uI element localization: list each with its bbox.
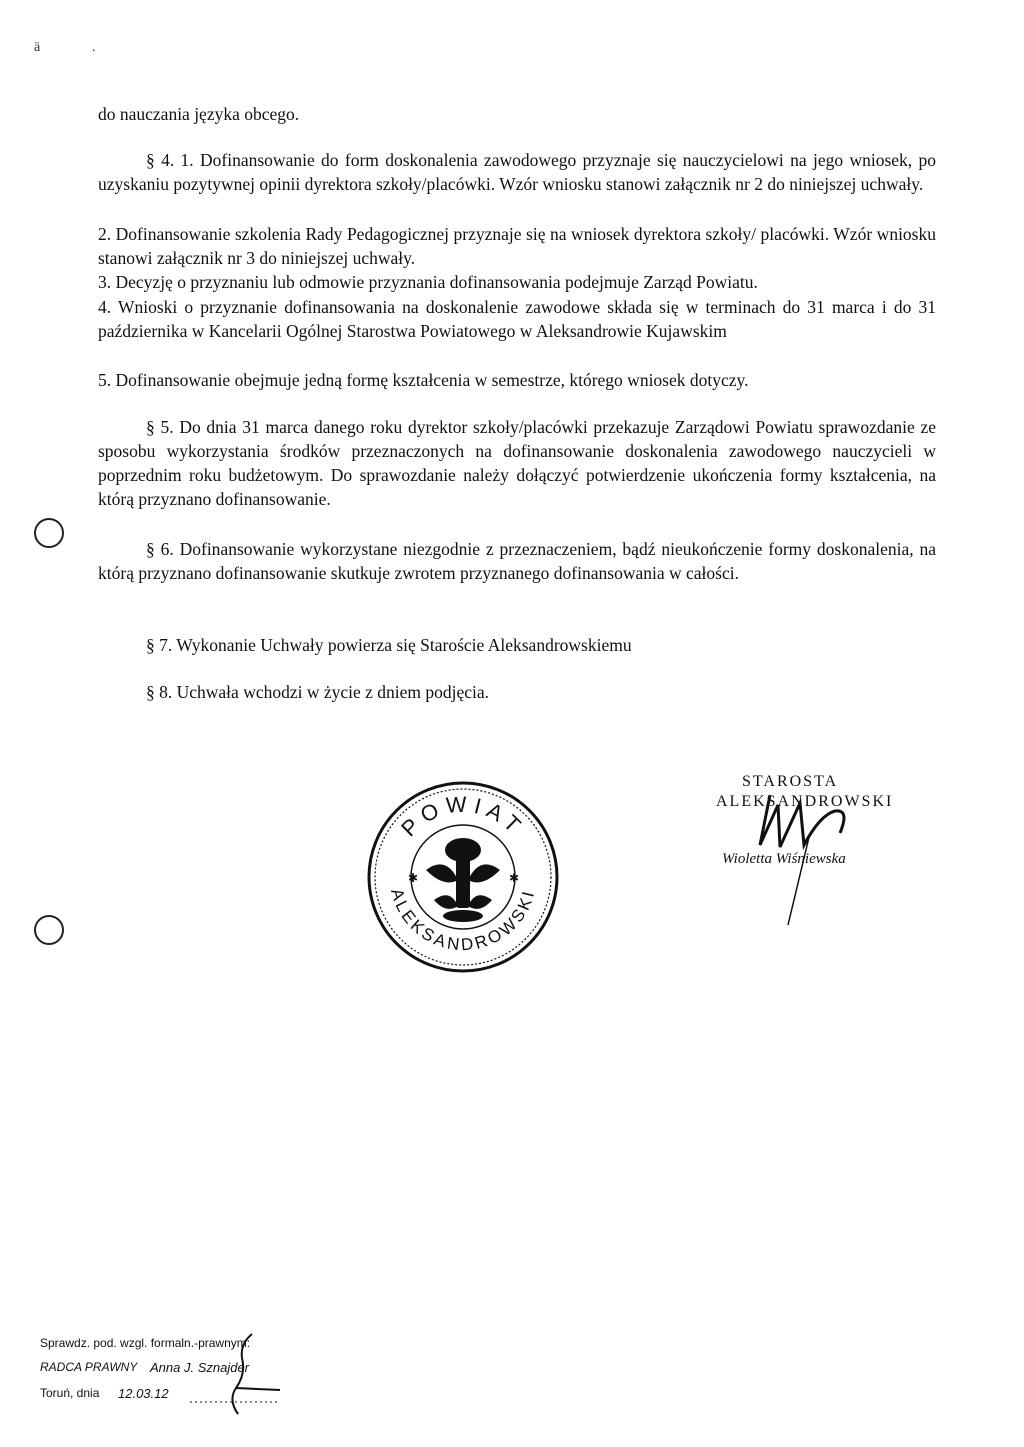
paragraph-4-5: 5. Dofinansowanie obejmuje jedną formę kształcenia w semestrze, którego wniosek dotyczy. — [98, 370, 749, 390]
seal-bottom-text: ALEKSANDROWSKI — [387, 886, 539, 955]
paragraph-4-3: 3. Decyzję o przyznaniu lub odmowie przyznania dofinansowania podejmuje Zarząd Powiatu. — [98, 272, 758, 292]
handwritten-signature-icon — [730, 775, 870, 935]
paragraph-5: § 5. Do dnia 31 marca danego roku dyrektor szkoły/placówki przekazuje Zarządowi Powiatu sprawozdanie ze sposobu wykorzystania środków przeznaczonych na dofinansowanie doskonalenia zawodowego nauczycieli w poprzednim roku budżetowym. Do sprawozdanie należy dołączyć potwierdzenie ukończenia formy kształcenia, na którą przyznano dofinansowanie. — [98, 417, 936, 509]
signature-title: STAROSTA — [742, 773, 839, 790]
scan-mark-corner: ä — [34, 40, 41, 55]
paragraph-6: § 6. Dofinansowanie wykorzystane niezgodnie z przeznaczeniem, bądź nieukończenie formy doskonalenia, na którą przyznano dofinansowanie skutkuje zwrotem przyznanego dofinansowania w całości. — [98, 539, 936, 583]
paragraph-8: § 8. Uchwała wchodzi w życie z dniem podjęcia. — [146, 682, 490, 702]
signature-county: ALEKSANDROWSKI — [716, 793, 894, 810]
footer-legal-name: Anna J. Sznajder — [150, 1360, 250, 1375]
punch-hole-lower — [34, 915, 64, 945]
footer-legal-title: RADCA PRAWNY — [40, 1360, 138, 1374]
coat-of-arms-icon — [426, 838, 500, 922]
scan-mark-dot: . — [92, 40, 96, 55]
official-seal — [366, 780, 560, 974]
signature-name: Wioletta Wiśniewska — [722, 851, 846, 867]
svg-text:✱: ✱ — [509, 871, 520, 885]
paragraph-4-4: 4. Wnioski o przyznanie dofinansowania na doskonalenie zawodowe składa się w terminach do 31 marca i do 31 października w Kancelarii Ogólnej Starostwa Powiatowego w Aleksandrowie Kujawskim — [98, 297, 936, 341]
footer-signature-icon — [180, 1330, 290, 1420]
signature-block — [700, 765, 960, 935]
punch-hole-upper — [34, 518, 64, 548]
paragraph-4-2: 2. Dofinansowanie szkolenia Rady Pedagogicznej przyznaje się na wniosek dyrektora szkoły/ placówki. Wzór wniosku stanowi załącznik nr 3 do niniejszej uchwały. — [98, 224, 936, 268]
legal-verification-stamp — [40, 1330, 370, 1420]
seal-top-text: POWIAT — [396, 791, 530, 842]
paragraph-7: § 7. Wykonanie Uchwały powierza się Staroście Aleksandrowskiemu — [146, 635, 632, 655]
footer-date: 12.03.12 — [118, 1386, 169, 1401]
paragraph-4-1: § 4. 1. Dofinansowanie do form doskonalenia zawodowego przyznaje się nauczycielowi na jego wniosek, po uzyskaniu pozytywnej opinii dyrektora szkoły/placówki. Wzór wniosku stanowi załącznik nr 2 do niniejszej uchwały. — [98, 150, 936, 194]
footer-place-date-label: Toruń, dnia — [40, 1386, 100, 1400]
footer-verification-line: Sprawdz. pod. wzgl. formaln.-prawnym: — [40, 1336, 251, 1350]
paragraph-continuation: do nauczania języka obcego. — [98, 104, 300, 124]
svg-text:✱: ✱ — [408, 871, 419, 885]
svg-text:POWIAT — [396, 791, 530, 841]
